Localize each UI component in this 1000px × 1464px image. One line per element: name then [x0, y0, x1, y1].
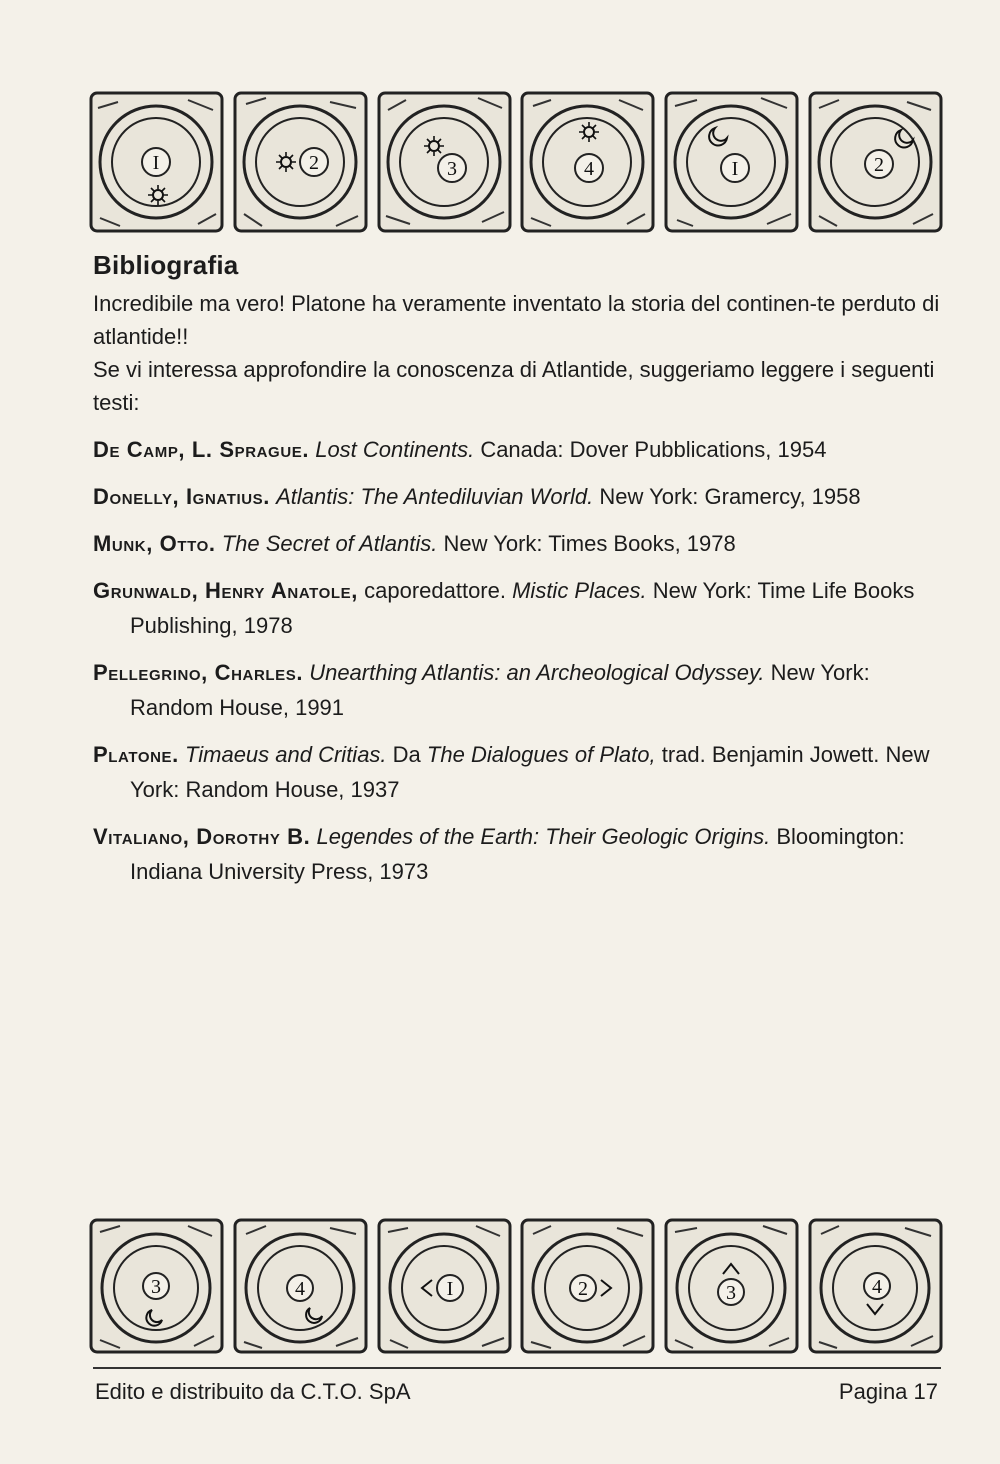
entry-author: Pellegrino, Charles.: [93, 660, 304, 685]
tile-numeral: 3: [446, 158, 457, 180]
entry-title: Mistic Places.: [512, 578, 647, 603]
section-title: Bibliografia: [93, 250, 239, 280]
entry-author: Donelly, Ignatius.: [93, 484, 270, 509]
tile-numeral: 3: [151, 1276, 161, 1298]
entry-title: Timaeus and Critias.: [185, 742, 387, 767]
intro-text: [93, 287, 943, 419]
tile-numeral: 4: [294, 1278, 305, 1300]
stone-tile: [88, 1216, 225, 1356]
entry-author: Grunwald, Henry Anatole,: [93, 578, 358, 603]
page-number: Pagina 17: [838, 1379, 938, 1404]
intro-paragraph: Se vi interessa approfondire la conoscenza di Atlantide, suggeriamo leggere i seguenti testi:: [93, 357, 935, 415]
entry-publisher: New York: Gramercy, 1958: [599, 484, 861, 509]
entry-title: Legendes of the Earth: Their Geologic Origins.: [316, 824, 771, 849]
tile-numeral: I: [152, 152, 160, 174]
entry-title-secondary: The Dialogues of Plato,: [426, 742, 656, 767]
entry-publisher: New York: Time Life Books Publishing, 1978: [130, 578, 915, 638]
footer-publisher: Edito e distribuito da C.T.O. SpA: [95, 1379, 411, 1404]
bibliography-entry: [93, 819, 943, 889]
bibliography-entry: [93, 526, 943, 561]
stone-tile: [232, 1216, 369, 1356]
entry-author: De Camp, L. Sprague.: [93, 437, 310, 462]
stone-tile: [807, 88, 944, 236]
tile-numeral: I: [446, 1278, 453, 1300]
entry-author: Platone.: [93, 742, 179, 767]
entry-publisher: Canada: Dover Pubblications, 1954: [480, 437, 827, 462]
entry-connector: Da: [392, 742, 421, 767]
tile-numeral: 2: [873, 154, 884, 176]
entry-publisher: New York: Random House, 1991: [130, 660, 870, 720]
bibliography-entry: [93, 432, 943, 467]
bibliography-entry: [93, 479, 943, 514]
entry-title: Lost Continents.: [315, 437, 475, 462]
stone-tile: [376, 1216, 513, 1356]
stone-tile: [88, 88, 225, 236]
tile-numeral: I: [731, 158, 739, 180]
bibliography-section: [93, 250, 943, 901]
footer-divider: [93, 1367, 941, 1369]
entry-author: Munk, Otto.: [93, 531, 216, 556]
entry-title: Unearthing Atlantis: an Archeological Odyssey.: [309, 660, 765, 685]
bibliography-list: [93, 432, 943, 889]
stone-tile: [232, 88, 369, 236]
stone-tile: [663, 88, 800, 236]
stone-tile: [807, 1216, 944, 1356]
stone-tile: [519, 1216, 656, 1356]
bibliography-entry: [93, 655, 943, 725]
entry-publisher: New York: Times Books, 1978: [443, 531, 736, 556]
tile-numeral: 4: [871, 1276, 882, 1298]
tile-numeral: 2: [308, 152, 319, 174]
bottom-tile-row: [88, 1216, 944, 1356]
stone-tile: [519, 88, 656, 236]
stone-tile: [376, 88, 513, 236]
tile-numeral: 2: [578, 1278, 589, 1300]
entry-publisher: trad. Benjamin Jowett. New York: Random House, 1937: [130, 742, 930, 802]
entry-title: Atlantis: The Antediluvian World.: [276, 484, 594, 509]
bibliography-entry: [93, 737, 943, 807]
bibliography-entry: [93, 573, 943, 643]
entry-role: caporedattore.: [364, 578, 506, 603]
entry-publisher: Bloomington: Indiana University Press, 1973: [130, 824, 905, 884]
tile-numeral: 4: [584, 158, 595, 180]
entry-title: The Secret of Atlantis.: [221, 531, 438, 556]
stone-tile: [663, 1216, 800, 1356]
intro-paragraph: Incredibile ma vero! Platone ha veramente inventato la storia del continen-te perduto di atlantide!!: [93, 291, 940, 349]
tile-numeral: 3: [726, 1282, 737, 1304]
top-tile-row: [88, 88, 944, 236]
entry-author: Vitaliano, Dorothy B.: [93, 824, 311, 849]
